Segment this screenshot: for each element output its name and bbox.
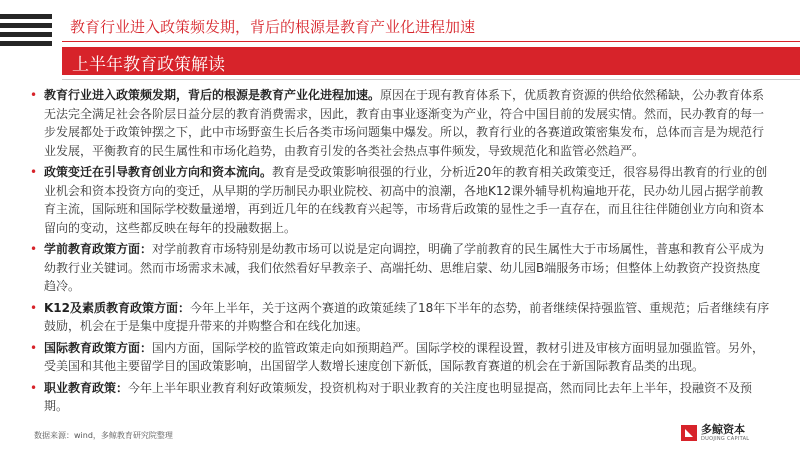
section-header-bar bbox=[62, 47, 800, 75]
item-heading: 教育行业进入政策频发期，背后的根源是教育产业化进程加速。 bbox=[44, 88, 381, 102]
logo-name-cn: 多鲸资本 bbox=[701, 423, 745, 436]
section-title: 上半年教育政策解读 bbox=[72, 55, 225, 75]
item-body: 今年上半年，关于这两个赛道的政策延续了18年下半年的态势，前者继续保持强监管、重规范；后者继续有序鼓励，机会在于是集中度提升带来的并购整合和在线化加速。 bbox=[44, 300, 770, 333]
list-item-k12 bbox=[30, 299, 772, 336]
item-body: 对学前教育市场特别是幼教市场可以说是定向调控，明确了学前教育的民生属性大于市场属性，普惠和教育公平成为幼教行业关键词。然而市场需求未减，我们依然看好早教亲子、高端托幼、思维启蒙、幼儿园B端服务市场；但整体上幼教资产投资热度趋冷。 bbox=[44, 242, 765, 293]
company-logo bbox=[681, 424, 749, 442]
item-heading: 政策变迁在引导教育创业方向和资本流向。 bbox=[44, 165, 273, 179]
list-item-vocational bbox=[30, 379, 772, 416]
top-divider bbox=[62, 41, 800, 42]
logo-mark-icon bbox=[681, 425, 697, 441]
bullet-icon: • bbox=[30, 88, 38, 102]
bullet-icon: • bbox=[30, 300, 38, 315]
decorative-stripes bbox=[0, 14, 52, 50]
bullet-icon: • bbox=[30, 340, 38, 355]
list-item-international bbox=[30, 339, 772, 376]
data-source-note: 数据来源：wind，多鲸教育研究院整理 bbox=[34, 431, 173, 440]
list-item-policy-change bbox=[30, 163, 772, 237]
item-heading: 国际教育政策方面： bbox=[44, 340, 153, 355]
item-body: 国内方面，国际学校的监管政策走向如预期趋严。国际学校的课程设置，教材引进及审核方面明显加强监管。另外，受美国和其他主要留学目的国政策影响，出国留学人数增长速度创下新低，国际教育赛道的机会在于新国际教育品类的出现。 bbox=[44, 340, 765, 373]
list-item-industry-policy bbox=[30, 86, 772, 160]
logo-text bbox=[701, 424, 749, 442]
item-body: 今年上半年职业教育利好政策频发，投资机构对于职业教育的关注度也明显提高，然而同比去年上半年，投融资不及预期。 bbox=[44, 380, 753, 413]
item-heading: 学前教育政策方面： bbox=[44, 242, 153, 256]
policy-list bbox=[30, 86, 772, 419]
item-body: 教育是受政策影响很强的行业，分析近20年的教育相关政策变迁，很容易得出教育的行业的创业机会和资本投资方向的变迁，从早期的学历制民办职业院校、初高中的浪潮，各地K12课外辅导机构遍地开花，民办幼儿园占据学前教育主流，国际班和国际学校数量递增，再到近几年的在线教育兴起等，市场背后政策的显性之手一直存在，而且往往伴随创业方向和资本留向的变动，这些都反映在每年的投融数据上。 bbox=[44, 165, 768, 235]
section-divider bbox=[62, 79, 800, 80]
item-body: 原因在于现有教育体系下，优质教育资源的供给依然稀缺，公办教育体系无法完全满足社会各阶层日益分层的教育消费需求，因此，教育由事业逐渐变为产业，符合中国目前的发展实情。然而，民办教育的每一步发展都处于政策钟摆之下，此中市场野蛮生长后各类市场问题集中爆发。所以，教育行业的各赛道政策密集发布，总体而言是为规范行业发展，平衡教育的民生属性和市场化趋势，由教育引发的各类社会热点事件频发，导致规范化和监管必然趋严。 bbox=[44, 88, 765, 158]
bullet-icon: • bbox=[30, 242, 38, 256]
list-item-preschool bbox=[30, 240, 772, 296]
slide-top-title: 教育行业进入政策频发期，背后的根源是教育产业化进程加速 bbox=[70, 18, 476, 36]
bullet-icon: • bbox=[30, 165, 38, 179]
bullet-icon: • bbox=[30, 380, 38, 395]
item-heading: K12及素质教育政策方面： bbox=[44, 300, 190, 315]
item-heading: 职业教育政策： bbox=[44, 380, 129, 395]
logo-name-en: DUOJING CAPITAL bbox=[701, 436, 750, 442]
